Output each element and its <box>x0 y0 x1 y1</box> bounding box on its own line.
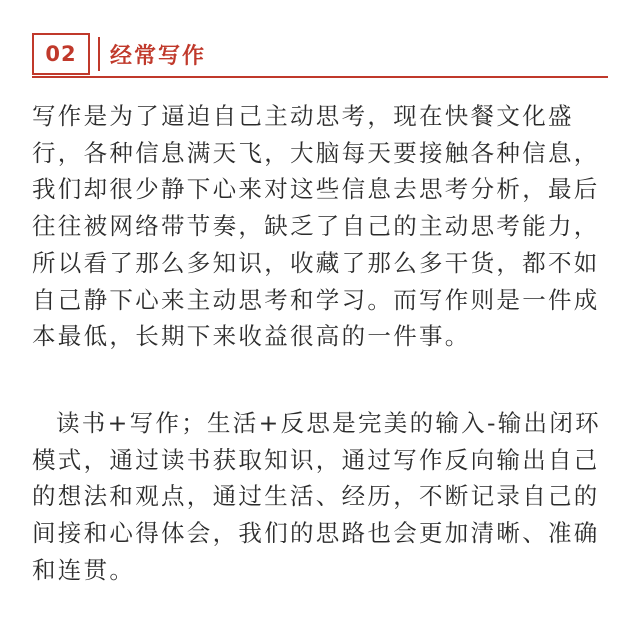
section-title-wrap <box>98 33 206 75</box>
title-divider <box>98 37 100 71</box>
paragraph-2: 读书+写作；生活+反思是完美的输入-输出闭环模式，通过读书获取知识，通过写作反向输出自己的想法和观点，通过生活、经历，不断记录自己的间接和心得体会，我们的思路也会更加清晰、准确和连贯。 <box>32 409 601 584</box>
section-number: 02 <box>45 42 77 66</box>
section-number-badge <box>32 33 90 75</box>
header-underline <box>32 76 608 78</box>
paragraph-1: 写作是为了逼迫自己主动思考，现在快餐文化盛行，各种信息满天飞，大脑每天要接触各种信息，我们却很少静下心来对这些信息去思考分析，最后往往被网络带节奏，缺乏了自己的主动思考能力，所以看了那么多知识，收藏了那么多干货，都不如自己静下心来主动思考和学习。而写作则是一件成本最低，长期下来收益很高的一件事。 <box>32 102 600 351</box>
section-header <box>32 33 206 77</box>
section-title: 经常写作 <box>110 43 207 69</box>
